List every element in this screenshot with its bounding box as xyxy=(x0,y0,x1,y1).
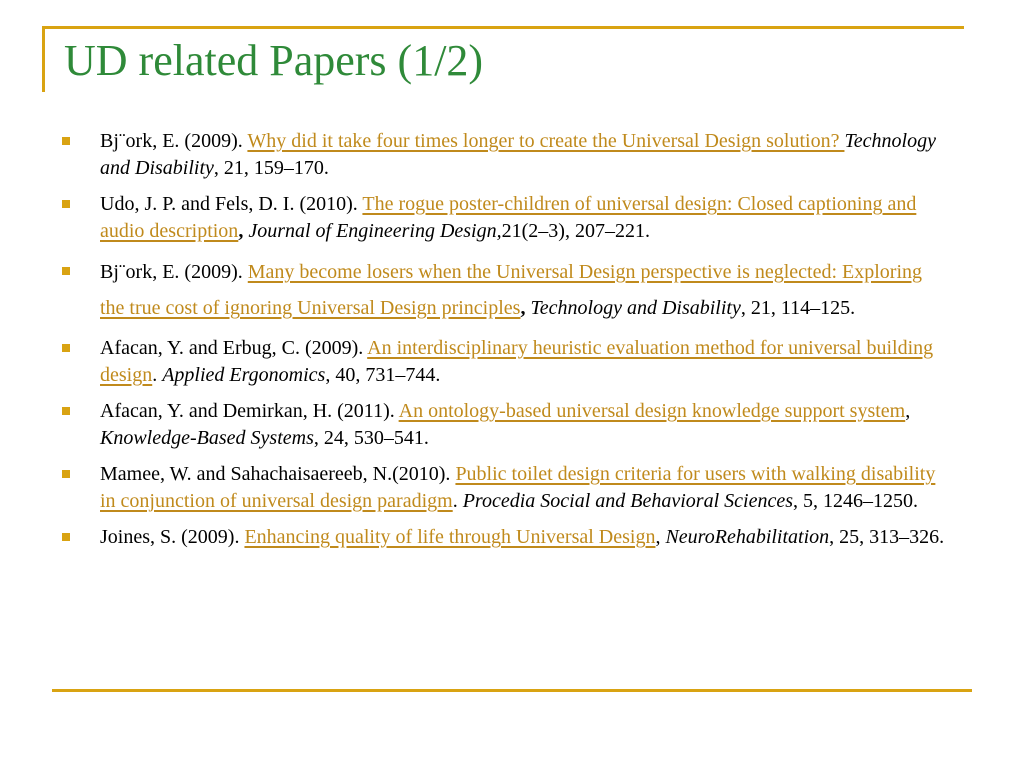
reference-journal: Technology and Disability xyxy=(100,130,936,179)
reference-authors-year: Bj¨ork, E. (2009). xyxy=(100,130,248,152)
reference-list xyxy=(58,128,950,560)
square-bullet-icon xyxy=(62,407,70,415)
reference-title-link[interactable]: Enhancing quality of life through Universal Design xyxy=(244,526,656,548)
reference-title-link[interactable]: An interdisciplinary heuristic evaluation method for universal building design xyxy=(100,337,934,386)
square-bullet-icon xyxy=(62,267,70,275)
reference-details: 21(2–3), 207–221. xyxy=(501,220,650,242)
reference-authors-year: Afacan, Y. and Erbug, C. (2009). xyxy=(100,337,368,359)
reference-details: , 21, 114–125. xyxy=(740,297,856,319)
reference-authors-year: Joines, S. (2009). xyxy=(100,526,245,548)
reference-journal: Knowledge-Based Systems xyxy=(100,427,314,449)
square-bullet-icon xyxy=(62,344,70,352)
reference-separator: . xyxy=(152,364,163,386)
reference-authors-year: Bj¨ork, E. (2009). xyxy=(100,261,248,283)
reference-item xyxy=(58,128,950,182)
reference-separator: , xyxy=(905,400,911,422)
reference-details: , 25, 313–326. xyxy=(829,526,945,548)
bottom-accent-rule xyxy=(52,689,972,692)
reference-item xyxy=(58,461,950,515)
square-bullet-icon xyxy=(62,533,70,541)
top-accent-rule xyxy=(42,26,964,29)
reference-title-link[interactable]: The rogue poster-children of universal design: Closed captioning and audio description xyxy=(100,193,917,242)
reference-authors-year: Mamee, W. and Sahachaisaereeb, N.(2010). xyxy=(100,463,456,485)
reference-details: , 21, 159–170. xyxy=(213,157,329,179)
square-bullet-icon xyxy=(62,200,70,208)
reference-title-link[interactable]: Many become losers when the Universal Design perspective is neglected: Exploring the true cost of ignoring Universal Design principles xyxy=(100,261,923,319)
reference-title-link[interactable]: Public toilet design criteria for users with walking disability in conjunction of universal design paradigm xyxy=(100,463,936,512)
square-bullet-icon xyxy=(62,470,70,478)
reference-separator: , xyxy=(655,526,666,548)
reference-journal: Journal of Engineering Design, xyxy=(248,220,502,242)
reference-separator: . xyxy=(452,490,463,512)
reference-item xyxy=(58,398,950,452)
reference-title-link[interactable]: Why did it take four times longer to create the Universal Design solution? xyxy=(247,130,845,152)
left-accent-rule xyxy=(42,26,45,92)
reference-item xyxy=(58,524,950,551)
reference-details: , 5, 1246–1250. xyxy=(792,490,918,512)
slide-title: UD related Papers (1/2) xyxy=(64,36,484,85)
reference-details: , 24, 530–541. xyxy=(313,427,429,449)
reference-details: , 40, 731–744. xyxy=(325,364,441,386)
reference-item xyxy=(58,254,950,326)
reference-authors-year: Afacan, Y. and Demirkan, H. (2011). xyxy=(100,400,399,422)
reference-title-link[interactable]: An ontology-based universal design knowledge support system xyxy=(398,400,906,422)
reference-item xyxy=(58,335,950,389)
reference-journal: Procedia Social and Behavioral Sciences xyxy=(462,490,793,512)
reference-journal: Applied Ergonomics xyxy=(162,364,326,386)
reference-item xyxy=(58,191,950,245)
reference-authors-year: Udo, J. P. and Fels, D. I. (2010). xyxy=(100,193,363,215)
reference-journal: NeuroRehabilitation xyxy=(665,526,830,548)
reference-separator: , xyxy=(238,220,249,242)
reference-journal: Technology and Disability xyxy=(530,297,741,319)
reference-separator: , xyxy=(520,297,531,319)
square-bullet-icon xyxy=(62,137,70,145)
